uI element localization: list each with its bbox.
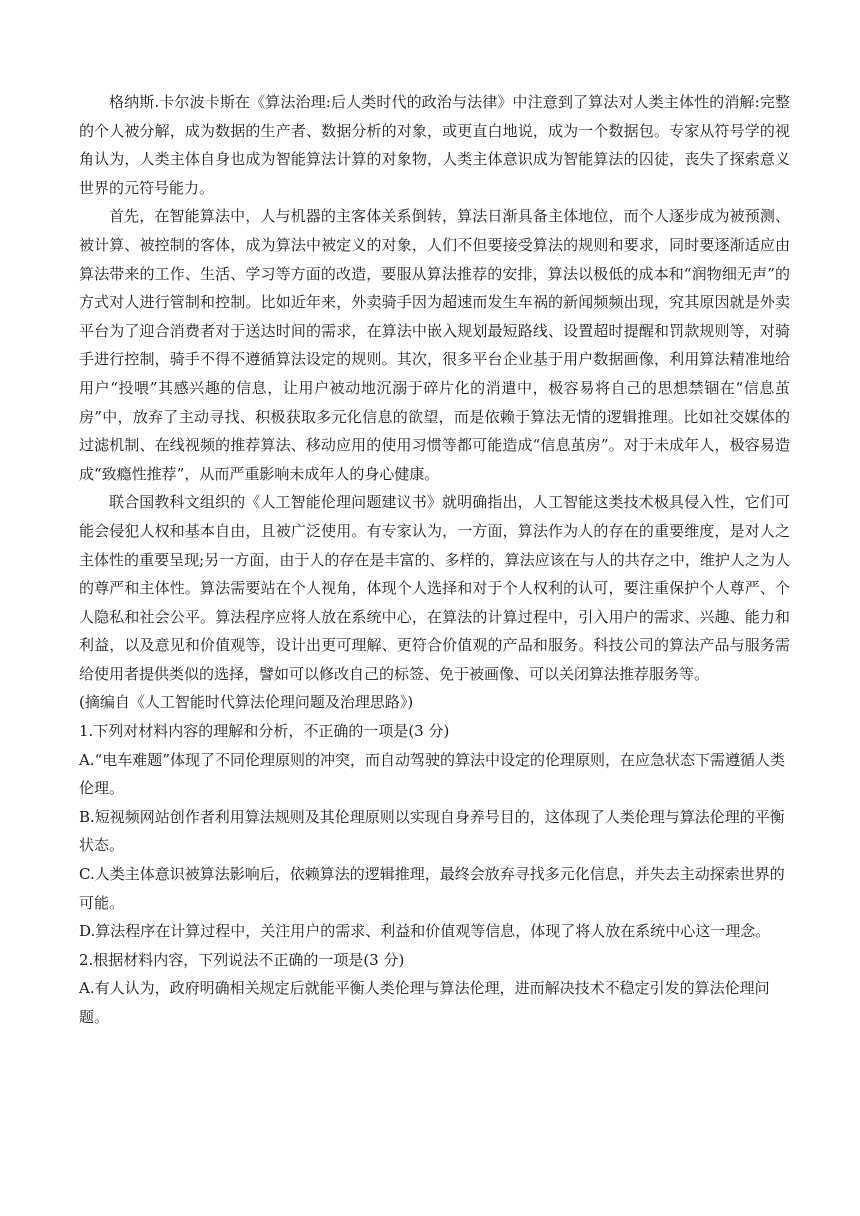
- question-1-option-b: B.短视频网站创作者利用算法规则及其伦理原则以实现自身养号目的，这体现了人类伦理与算法伦理的平衡状态。: [79, 807, 785, 855]
- passage-source: (摘编自《人工智能时代算法伦理问题及治理思路》): [79, 693, 414, 712]
- passage-paragraph-3: 联合国教科文组织的《人工智能伦理问题建议书》就明确指出，人工智能这类技术极具侵入性，它们可能会侵犯人权和基本自由，且被广泛使用。有专家认为，一方面，算法作为人的存在的重要维度，是对人之主体性的重要呈现;另一方面，由于人的存在是丰富的、多样的，算法应该在与人的共存之中，维护人之为人的尊严和主体性。算法需要站在个人视角，体现个人选择和对于个人权利的认可，要注重保护个人尊严、个人隐私和社会公平。算法程序应将人放在系统中心，在算法的计算过程中，引入用户的需求、兴趣、能力和利益，以及意见和价值观等，设计出更可理解、更符合价值观的产品和服务。科技公司的算法产品与服务需给使用者提供类似的选择，譬如可以修改自己的标签、免于被画像、可以关闭算法推荐服务等。: [79, 493, 790, 683]
- question-1-option-c: C.人类主体意识被算法影响后，依赖算法的逻辑推理，最终会放弃寻找多元化信息，并失去主动探索世界的可能。: [79, 865, 785, 912]
- passage: [79, 88, 790, 717]
- question-1-option-a: A.“电车难题”体现了不同伦理原则的冲突，而自动驾驶的算法中设定的伦理原则，在应急状态下需遵循人类伦理。: [79, 750, 785, 798]
- passage-paragraph-2: 首先，在智能算法中，人与机器的主客体关系倒转，算法日渐具备主体地位，而个人逐步成为被预测、被计算、被控制的客体，成为算法中被定义的对象，人们不但要接受算法的规则和要求，同时要逐渐适应由算法带来的工作、生活、学习等方面的改造，要服从算法推荐的安排，算法以极低的成本和“润物细无声”的方式对人进行管制和控制。比如近年来，外卖骑手因为超速而发生车祸的新闻频频出现，究其原因就是外卖平台为了迎合消费者对于送达时间的需求，在算法中嵌入规划最短路线、设置超时提醒和罚款规则等，对骑手进行控制，骑手不得不遵循算法设定的规则。其次，很多平台企业基于用户数据画像，利用算法精准地给用户“投喂”其感兴趣的信息，让用户被动地沉溺于碎片化的消遣中，极容易将自己的思想禁锢在“信息茧房”中，放弃了主动寻找、积极获取多元化信息的欲望，而是依赖于算法无情的逻辑推理。比如社交媒体的过滤机制、在线视频的推荐算法、移动应用的使用习惯等都可能造成“信息茧房”。对于未成年人，极容易造成“致瘾性推荐”，从而严重影响未成年人的身心健康。: [79, 207, 790, 483]
- question-2-option-a: A.有人认为，政府明确相关规定后就能平衡人类伦理与算法伦理，进而解决技术不稳定引发的算法伦理问题。: [79, 979, 770, 1026]
- passage-paragraph-1: 格纳斯.卡尔波卡斯在《算法治理:后人类时代的政治与法律》中注意到了算法对人类主体性的消解:完整的个人被分解，成为数据的生产者、数据分析的对象，或更直白地说，成为一个数据包。专家从符号学的视角认为，人类主体自身也成为智能算法计算的对象物，人类主体意识成为智能算法的囚徒，丧失了探索意义世界的元符号能力。: [79, 93, 790, 197]
- question-1-option-d: D.算法程序在计算过程中，关注用户的需求、利益和价值观等信息，体现了将人放在系统中心这一理念。: [79, 922, 771, 941]
- question-1: [79, 717, 790, 946]
- question-1-stem: 1.下列对材料内容的理解和分析，不正确的一项是(3 分): [79, 722, 450, 741]
- question-2: [79, 946, 790, 1032]
- question-2-stem: 2.根据材料内容，下列说法不正确的一项是(3 分): [79, 950, 405, 969]
